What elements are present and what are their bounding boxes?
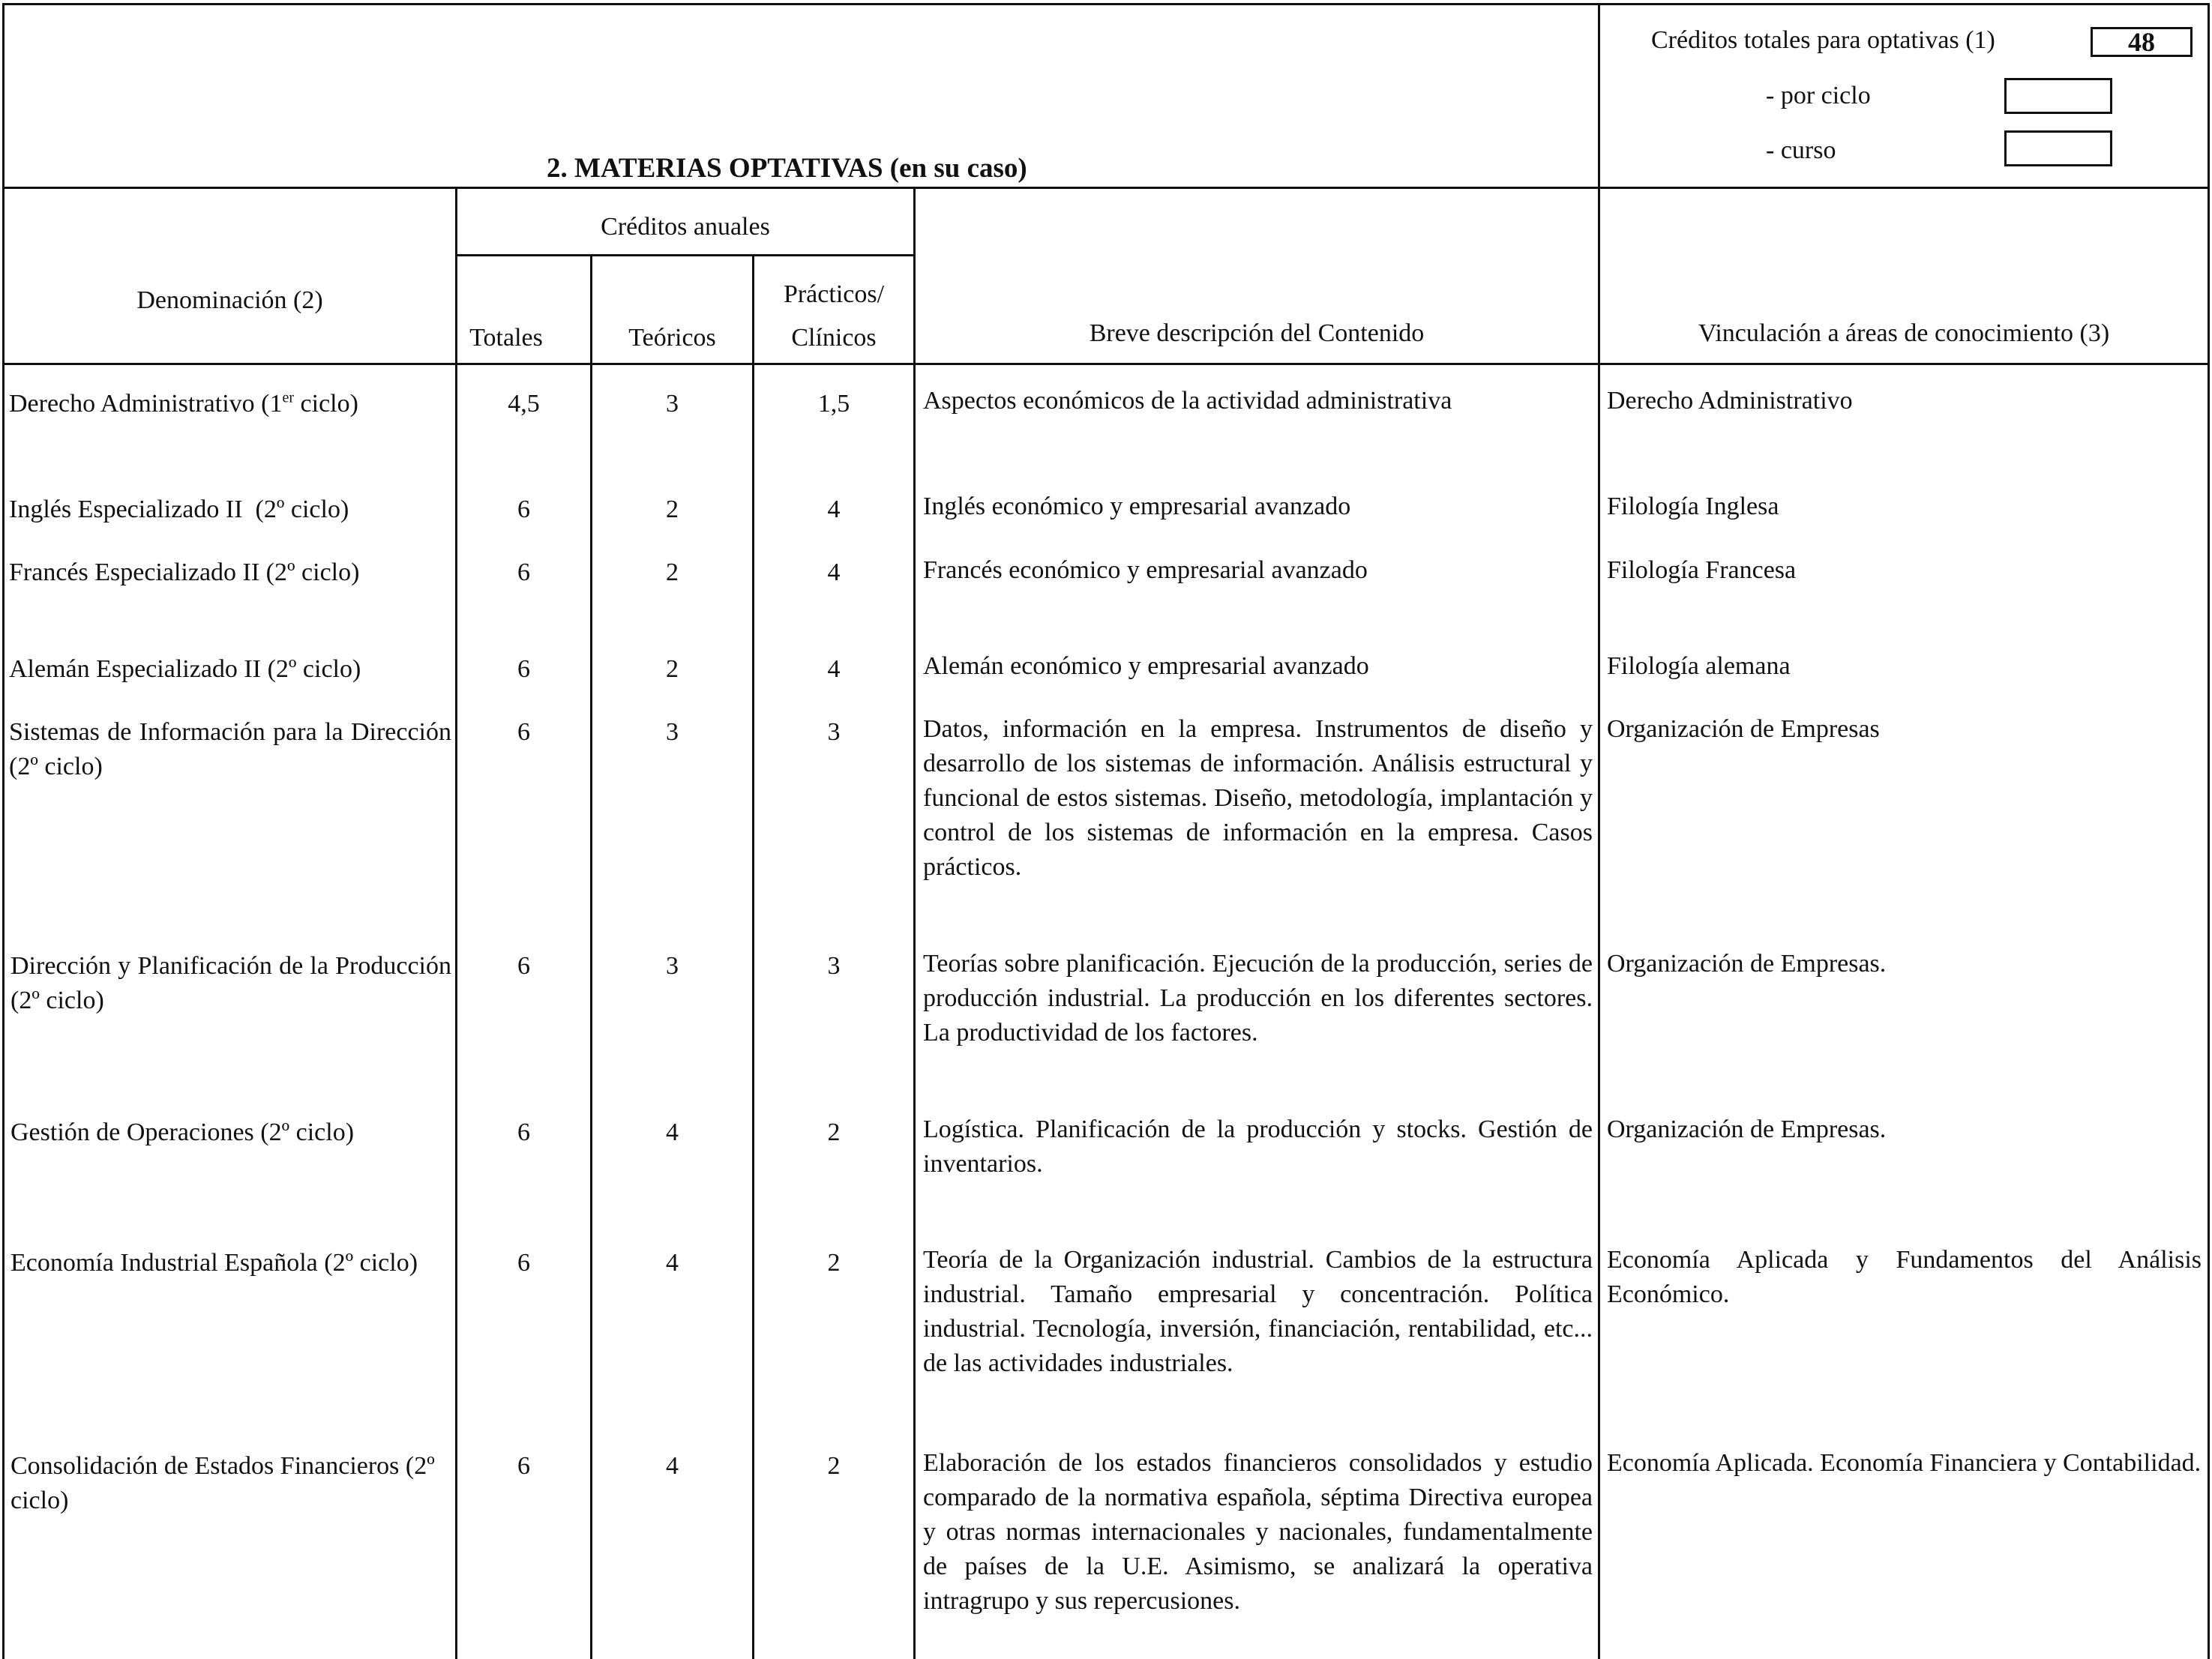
column-header-vinculacion: Vinculación a áreas de conocimiento (3) (1698, 319, 2110, 347)
row-denominacion: Consolidación de Estados Financieros (2º ciclo) (10, 1452, 435, 1514)
row-practicos: 4 (827, 655, 841, 683)
row-descripcion: Datos, información en la empresa. Instrumentos de diseño y desarrollo de los sistemas de información. Análisis estructural y funcional de estos sistemas. Diseño, metodología, implantación y control de los sistemas de información en la empresa. Casos prácticos. (923, 715, 1593, 881)
row-vinculacion: Filología Inglesa (1607, 493, 1779, 520)
per-cycle-label: - por ciclo (1766, 82, 1871, 109)
row-practicos: 1,5 (817, 390, 850, 418)
row-descripcion: Francés económico y empresarial avanzado (923, 556, 1368, 584)
row-teoricos: 4 (666, 1249, 679, 1277)
per-cycle-value (2004, 78, 2112, 114)
row-descripcion: Alemán económico y empresarial avanzado (923, 652, 1369, 680)
column-header-descripcion: Breve descripción del Contenido (1089, 319, 1425, 347)
row-totales: 6 (517, 558, 530, 586)
row-vinculacion: Filología alemana (1607, 652, 1791, 680)
row-practicos: 2 (827, 1118, 841, 1146)
credits-total-value: 48 (2091, 27, 2193, 57)
column-header-practicos-line1: Prácticos/ (783, 280, 885, 308)
row-vinculacion: Economía Aplicada. Economía Financiera y Contabilidad. (1607, 1449, 2202, 1477)
row-vinculacion: Derecho Administrativo (1607, 387, 1853, 415)
row-practicos: 2 (827, 1249, 841, 1277)
row-denominacion: Dirección y Planificación de la Producción (2º ciclo) (10, 952, 451, 1014)
row-descripcion: Inglés económico y empresarial avanzado (923, 493, 1351, 520)
column-divider-descripcion (913, 187, 916, 1659)
column-header-creditos-anuales: Créditos anuales (601, 213, 770, 241)
row-totales: 6 (517, 1249, 530, 1277)
row-descripcion: Aspectos económicos de la actividad administrativa (923, 387, 1452, 415)
row-denominacion: Inglés Especializado II (2º ciclo) (9, 496, 349, 523)
row-totales: 6 (517, 1118, 530, 1146)
per-course-value (2004, 130, 2112, 166)
row-totales: 6 (517, 655, 530, 683)
row-vinculacion: Organización de Empresas. (1607, 950, 1887, 978)
row-teoricos: 4 (666, 1452, 679, 1480)
row-totales: 6 (517, 952, 530, 980)
row-vinculacion: Organización de Empresas (1607, 715, 1880, 743)
column-header-practicos-line2: Clínicos (791, 324, 877, 352)
column-header-denominacion: Denominación (2) (136, 286, 323, 314)
row-vinculacion: Organización de Empresas. (1607, 1115, 1887, 1143)
row-practicos: 4 (827, 558, 841, 586)
row-teoricos: 3 (666, 390, 679, 418)
row-teoricos: 2 (666, 496, 679, 523)
row-teoricos: 3 (666, 952, 679, 980)
credits-total-label: Créditos totales para optativas (1) (1651, 26, 1995, 54)
column-header-teoricos: Teóricos (628, 324, 716, 352)
section-title: 2. MATERIAS OPTATIVAS (en su caso) (547, 153, 1027, 184)
row-teoricos: 4 (666, 1118, 679, 1146)
row-descripcion: Elaboración de los estados financieros consolidados y estudio comparado de la normativa española, séptima Directiva europea y otras normas internacionales y nacionales, fundamentalmente de países de la U.E. Asimismo, se analizará la operativa intragrupo y sus repercusiones. (923, 1449, 1593, 1615)
row-practicos: 3 (827, 952, 841, 980)
column-header-bottom-rule (2, 363, 2210, 365)
per-course-label: - curso (1766, 136, 1836, 164)
row-denominacion: Derecho Administrativo (1er ciclo) (9, 389, 358, 418)
row-descripcion: Logística. Planificación de la producción y stocks. Gestión de inventarios. (923, 1115, 1593, 1178)
row-practicos: 3 (827, 718, 841, 746)
header-bottom-rule (2, 187, 2210, 189)
table-border-top (2, 3, 2210, 5)
row-descripcion: Teorías sobre planificación. Ejecución de la producción, series de producción industrial. La producción en los diferentes sectores. La productividad de los factores. (923, 950, 1593, 1047)
row-totales: 4,5 (508, 390, 540, 418)
table-border-right (2208, 3, 2210, 1659)
row-vinculacion: Economía Aplicada y Fundamentos del Análisis Económico. (1607, 1246, 2202, 1308)
row-denominacion: Alemán Especializado II (2º ciclo) (9, 655, 361, 683)
column-header-totales: Totales (469, 324, 543, 352)
row-vinculacion: Filología Francesa (1607, 556, 1797, 584)
row-totales: 6 (517, 718, 530, 746)
row-practicos: 4 (827, 496, 841, 523)
column-divider-vinculacion (1598, 3, 1600, 1659)
row-descripcion: Teoría de la Organización industrial. Cambios de la estructura industrial. Tamaño empresarial y concentración. Política industrial. Tecnología, inversión, financiación, rentabilidad, etc... de las actividades industriales. (923, 1246, 1593, 1377)
row-teoricos: 2 (666, 558, 679, 586)
row-practicos: 2 (827, 1452, 841, 1480)
row-denominacion: Economía Industrial Española (2º ciclo) (10, 1249, 418, 1277)
table-border-left (2, 3, 4, 1659)
row-teoricos: 2 (666, 655, 679, 683)
row-denominacion: Sistemas de Información para la Dirección (2º ciclo) (9, 718, 451, 780)
row-denominacion: Francés Especializado II (2º ciclo) (9, 558, 360, 586)
row-denominacion: Gestión de Operaciones (2º ciclo) (10, 1118, 355, 1146)
creditos-anuales-rule (455, 254, 916, 256)
row-teoricos: 3 (666, 718, 679, 746)
row-totales: 6 (517, 1452, 530, 1480)
row-totales: 6 (517, 496, 530, 523)
